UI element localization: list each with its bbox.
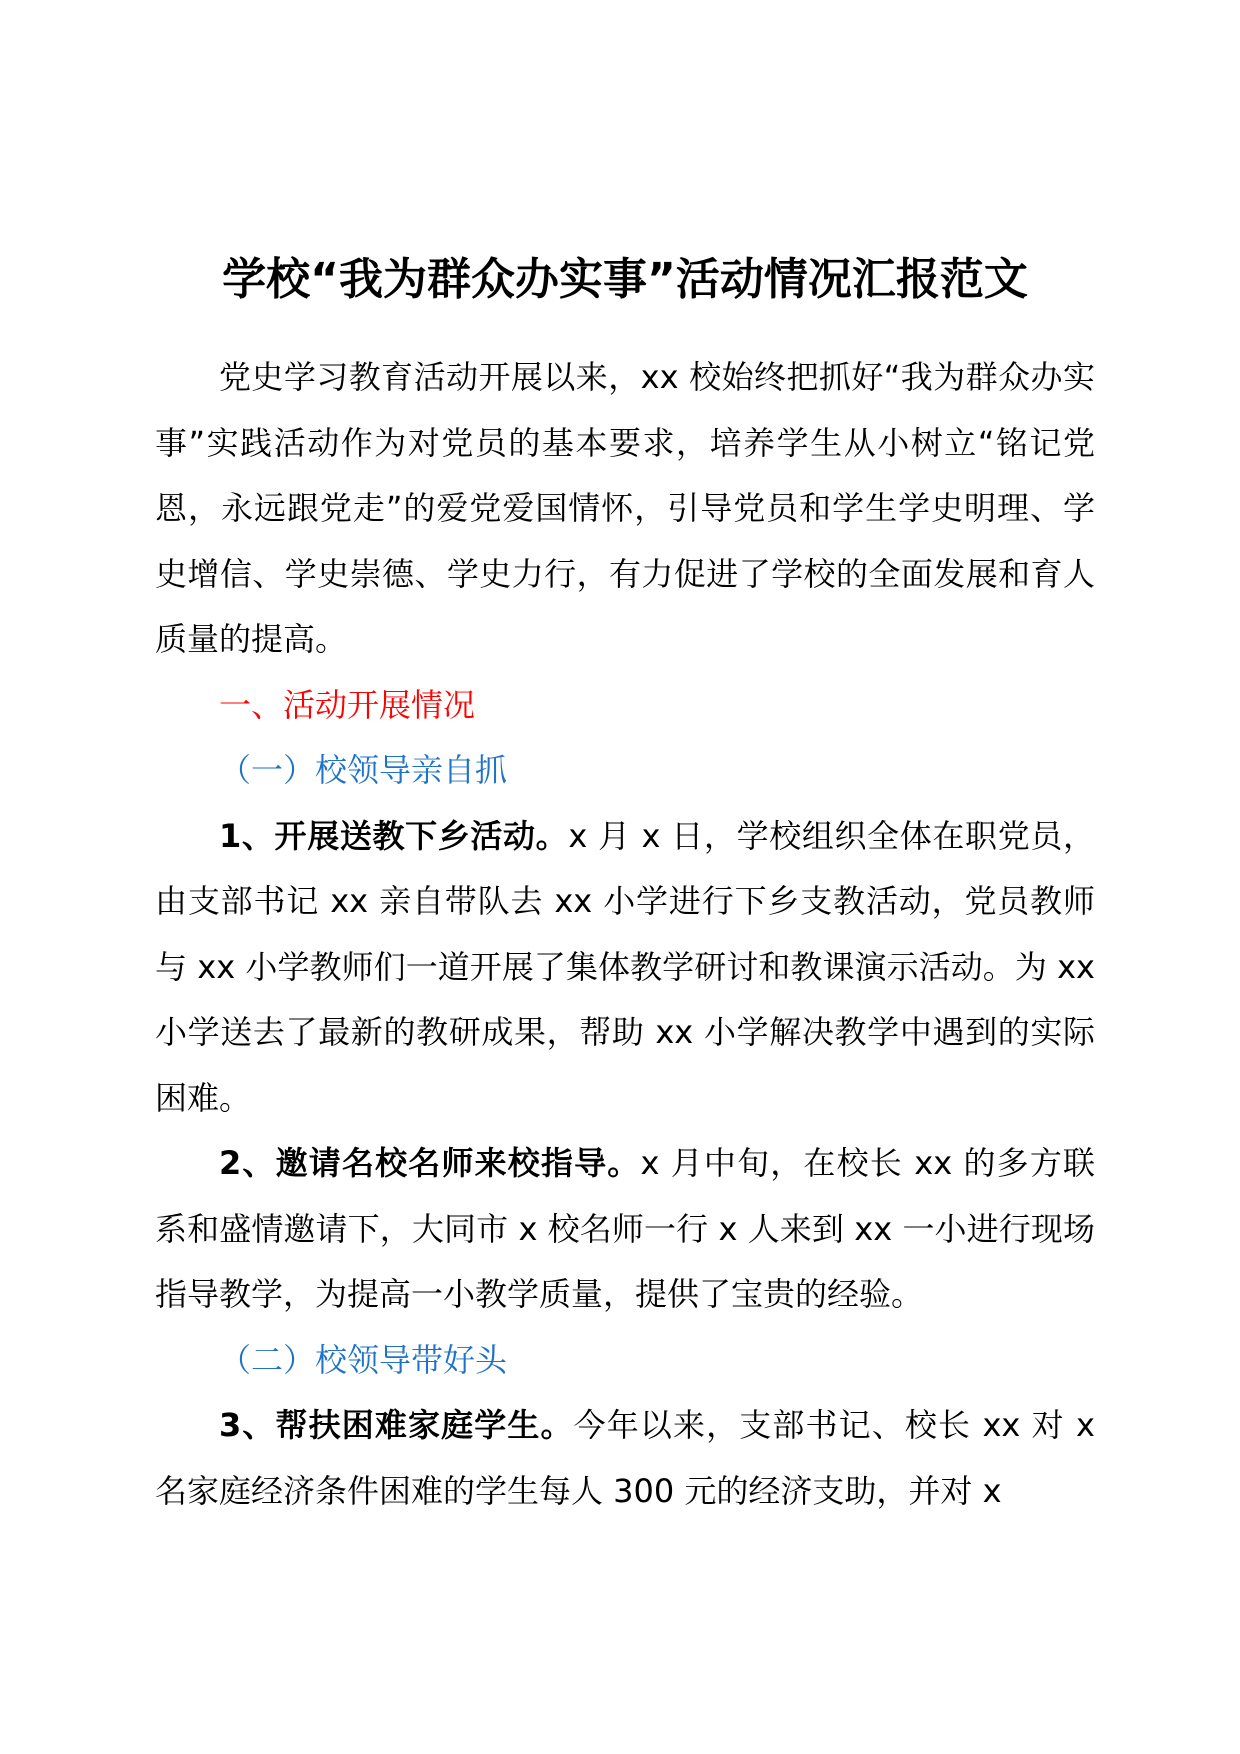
document-title: 学校“我为群众办实事”活动情况汇报范文 <box>222 254 1028 305</box>
item-lead-3: 3、帮扶困难家庭学生。 <box>219 1406 574 1444</box>
item-text-3: 今年以来，支部书记、校长 xx 对 x 名家庭经济条件困难的学生每人 300 元的经济支助，并对 x <box>155 1406 1095 1510</box>
section-heading-activities: 一、活动开展情况 <box>219 685 476 724</box>
intro-paragraph: 党史学习教育活动开展以来，xx 校始终把抓好“我为群众办实事”实践活动作为对党员的基本要求，培养学生从小树立“铭记党恩，永远跟党走”的爱党爱国情怀，引导党员和学生学史明理、学史增信、学史崇德、学史力行，有力促进了学校的全面发展和育人质量的提高。 <box>155 358 1095 658</box>
subsection-heading-leaders-personally: （一）校领导亲自抓 <box>219 751 508 789</box>
item-lead-2: 2、邀请名校名师来校指导。 <box>219 1144 641 1182</box>
document-body <box>155 345 1095 1524</box>
item-paragraph-2 <box>155 1131 1095 1328</box>
item-text-1: x 月 x 日，学校组织全体在职党员，由支部书记 xx 亲自带队去 xx 小学进行下乡支教活动，党员教师与 xx 小学教师们一道开展了集体教学研讨和教课演示活动。为 xx 小学送去了最新的教研成果，帮助 xx 小学解决教学中遇到的实际困难。 <box>155 816 1095 1117</box>
item-paragraph-1 <box>155 804 1095 1132</box>
item-text-2: x 月中旬，在校长 xx 的多方联系和盛情邀请下，大同市 x 校名师一行 x 人来到 xx 一小进行现场指导教学，为提高一小教学质量，提供了宝贵的经验。 <box>155 1144 1095 1313</box>
subsection-heading-leaders-lead: （二）校领导带好头 <box>219 1340 508 1379</box>
item-lead-1: 1、开展送教下乡活动。 <box>219 816 569 855</box>
item-paragraph-3 <box>155 1393 1095 1524</box>
